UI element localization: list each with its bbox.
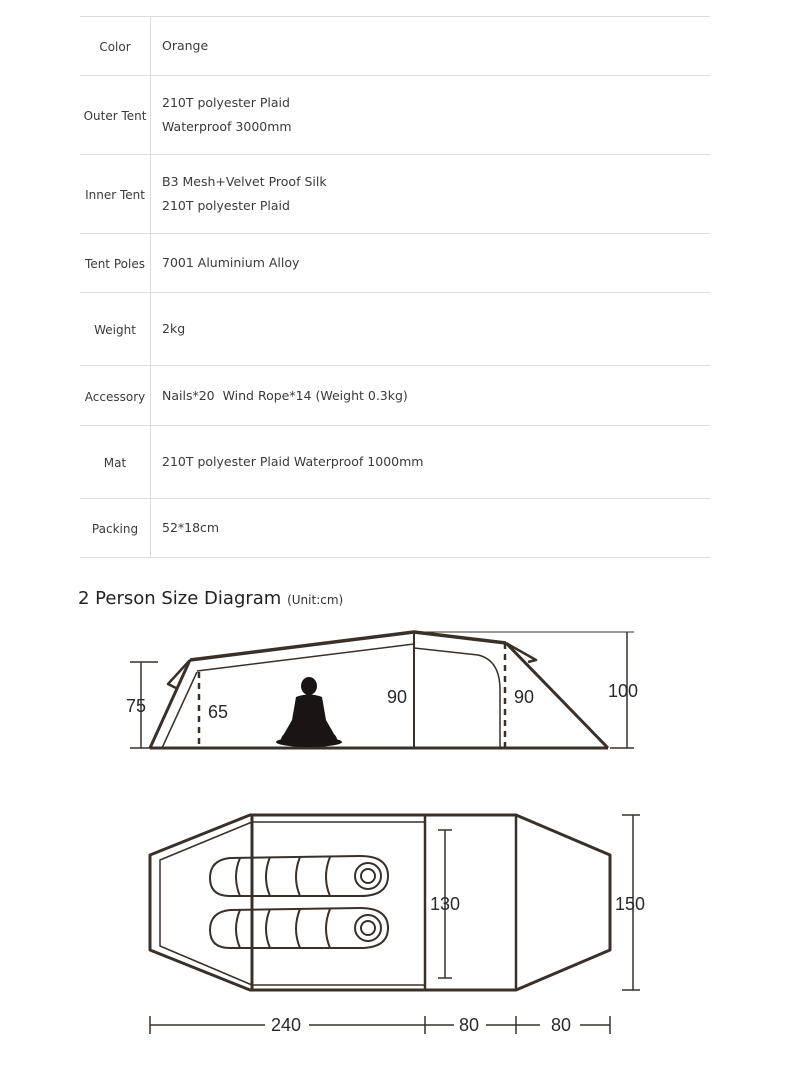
- diagram-title: [78, 588, 343, 609]
- floor-outline: [150, 815, 610, 990]
- spec-label: Accessory: [80, 366, 151, 425]
- person-icon: [276, 677, 342, 747]
- diagram-unit: (Unit:cm): [287, 593, 344, 607]
- spec-value-line: 2kg: [162, 321, 186, 336]
- side-view-diagram: [0, 620, 790, 760]
- spec-value: [151, 293, 710, 365]
- spec-value-line: Orange: [162, 38, 209, 53]
- label-90-vestibule: 90: [514, 687, 535, 707]
- label-80-end: 80: [551, 1015, 572, 1035]
- inner-floor: [160, 822, 425, 985]
- spec-row-accessory: [80, 366, 710, 426]
- spec-label: Weight: [80, 293, 151, 365]
- spec-row-weight: [80, 293, 710, 366]
- label-130: 130: [430, 894, 461, 914]
- spec-row-color: [80, 17, 710, 76]
- label-150: 150: [615, 894, 646, 914]
- spec-row-packing: [80, 499, 710, 558]
- spec-value: [151, 17, 710, 75]
- spec-value-line: Waterproof 3000mm: [162, 119, 292, 134]
- tent-left-wall: [150, 660, 190, 748]
- label-100: 100: [608, 681, 639, 701]
- spec-row-mat: [80, 426, 710, 499]
- inner-top: [197, 644, 414, 671]
- spec-row-tent-poles: [80, 234, 710, 293]
- label-75: 75: [126, 696, 147, 716]
- tent-roof: [190, 632, 506, 660]
- spec-label: Packing: [80, 499, 151, 557]
- label-80-mid: 80: [459, 1015, 480, 1035]
- spec-value: [151, 426, 710, 498]
- vestibule-arc: [414, 648, 500, 748]
- top-view-diagram: [0, 800, 790, 1050]
- diagram-title-text: 2 Person Size Diagram: [78, 588, 282, 609]
- spec-value: [151, 76, 710, 154]
- spec-label: Outer Tent: [80, 76, 151, 154]
- spec-value-line: 210T polyester Plaid: [162, 95, 290, 110]
- spec-table: [80, 16, 710, 558]
- spec-label: Color: [80, 17, 151, 75]
- label-65: 65: [208, 702, 229, 722]
- label-90-inner: 90: [387, 687, 408, 707]
- spec-label: Inner Tent: [80, 155, 151, 233]
- spec-value-line: 7001 Aluminium Alloy: [162, 255, 300, 270]
- spec-value-line: 52*18cm: [162, 520, 220, 535]
- sleeping-bag-icon: [210, 856, 388, 896]
- spec-value-line: Nails*20 Wind Rope*14 (Weight 0.3kg): [162, 387, 408, 403]
- spec-value-line: 210T polyester Plaid Waterproof 1000mm: [162, 454, 424, 469]
- spec-value: [151, 499, 710, 557]
- spec-row-outer-tent: [80, 76, 710, 155]
- spec-value-line: 210T polyester Plaid: [162, 198, 290, 213]
- spec-label: Tent Poles: [80, 234, 151, 292]
- spec-label: Mat: [80, 426, 151, 498]
- spec-value: [151, 234, 710, 292]
- sleeping-bag-icon: [210, 908, 388, 948]
- label-240: 240: [271, 1015, 302, 1035]
- spec-value: [151, 366, 710, 425]
- spec-value-line: B3 Mesh+Velvet Proof Silk: [162, 174, 327, 189]
- spec-row-inner-tent: [80, 155, 710, 234]
- spec-value: [151, 155, 710, 233]
